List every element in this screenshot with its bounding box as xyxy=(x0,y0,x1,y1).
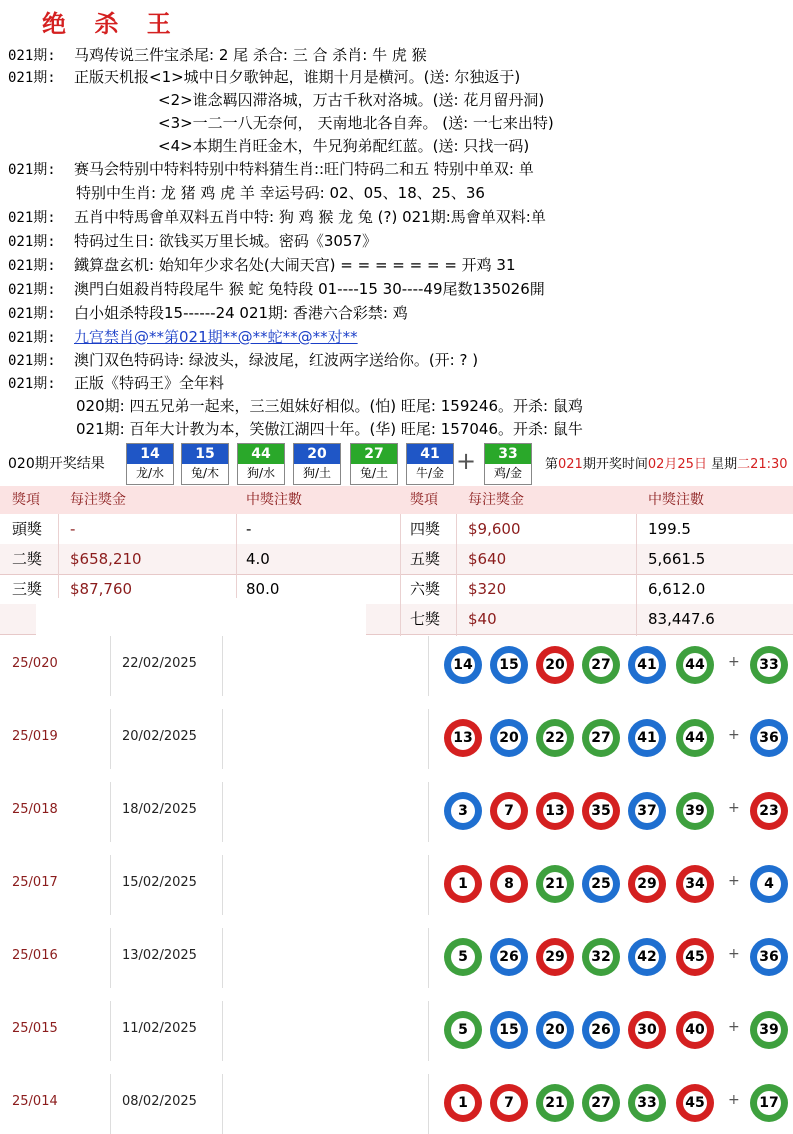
history-ball xyxy=(676,792,714,830)
line-text: 五肖中特馬會单双料五肖中特: 狗 鸡 猴 龙 兔 (?) 021期:馬會单双料:单 xyxy=(74,208,546,226)
history-ball-number: 41 xyxy=(635,726,659,750)
prediction-line xyxy=(8,326,358,348)
history-plus-sign: + xyxy=(728,1019,740,1035)
history-ball xyxy=(444,1011,482,1049)
history-ball xyxy=(676,865,714,903)
next-draw-info xyxy=(545,453,788,472)
line-text: 特码过生日: 欲钱买万里长城。密码《3057》 xyxy=(74,232,377,250)
history-ball xyxy=(582,1084,620,1122)
history-column-divider xyxy=(110,1001,111,1061)
history-row xyxy=(0,928,793,988)
history-ball xyxy=(628,1084,666,1122)
page-title: 绝 杀 王 xyxy=(42,9,181,38)
history-issue: 25/018 xyxy=(12,802,58,817)
next-draw-time: 21:30 xyxy=(750,457,788,472)
prize-column-divider xyxy=(400,514,401,636)
history-row xyxy=(0,1001,793,1061)
history-ball-number: 20 xyxy=(497,726,521,750)
history-date: 08/02/2025 xyxy=(122,1094,197,1109)
history-ball xyxy=(490,646,528,684)
prediction-line xyxy=(8,158,534,180)
prize-tier: 六獎 xyxy=(410,580,441,598)
prize-column-header: 中獎注數 xyxy=(648,492,704,508)
history-ball xyxy=(628,719,666,757)
prize-column-divider xyxy=(636,514,637,636)
draw-ball-card xyxy=(181,443,229,485)
draw-ball-card xyxy=(237,443,285,485)
line-text: 正版天机报<1>城中日夕歌钟起，谁期十月是横河。(送: 尔独返于) xyxy=(74,68,521,86)
draw-ball-number: 14 xyxy=(127,444,173,464)
history-ball xyxy=(536,719,574,757)
line-issue-label: 021期: xyxy=(8,48,56,64)
history-ball xyxy=(490,719,528,757)
line-text: 鐵算盘玄机: 始知年少求名处(大闹天宫) = = = = = = = 开鸡 31 xyxy=(74,256,516,274)
next-draw-weekday: 二 xyxy=(737,457,751,472)
prize-tier: 二獎 xyxy=(12,550,43,568)
history-column-divider xyxy=(428,782,429,842)
history-column-divider xyxy=(222,855,223,915)
next-draw-date: 02月25日 xyxy=(647,457,707,472)
history-ball xyxy=(490,938,528,976)
history-special-ball xyxy=(750,792,788,830)
history-ball xyxy=(582,646,620,684)
history-column-divider xyxy=(428,1001,429,1061)
history-ball xyxy=(444,792,482,830)
prize-winners: 4.0 xyxy=(246,550,270,568)
prediction-line xyxy=(8,66,520,88)
prize-column-divider xyxy=(456,514,457,636)
draw-result-label: 020期开奖结果 xyxy=(8,456,105,472)
history-ball-number: 27 xyxy=(589,653,613,677)
line-text: 特别中生肖: 龙 猪 鸡 虎 羊 幸运号码: 02、05、18、25、36 xyxy=(76,184,485,202)
history-special-number: 39 xyxy=(757,1018,781,1042)
prize-winners: 80.0 xyxy=(246,580,280,598)
line-issue-label: 021期: xyxy=(8,306,56,322)
history-ball-number: 44 xyxy=(683,726,707,750)
history-column-divider xyxy=(428,709,429,769)
draw-ball-card xyxy=(293,443,341,485)
line-text: <3>一二一八无奈何， 天南地北各自奔。 (送: 一七来出特) xyxy=(158,114,554,132)
history-column-divider xyxy=(110,636,111,696)
history-column-divider xyxy=(428,1074,429,1134)
line-text: <4>本期生肖旺金木，牛兄狗弟配红蓝。(送: 只找一码) xyxy=(158,137,530,155)
next-draw-issue: 021 xyxy=(558,457,583,472)
history-ball-number: 1 xyxy=(451,872,475,896)
line-text: 赛马会特别中特料特别中特料猜生肖::旺门特码二和五 特别中单双: 单 xyxy=(74,160,534,178)
line-text: 澳门双色特码诗: 绿波头，绿波尾，红波两字送给你。(开: ? ) xyxy=(74,351,479,369)
history-special-number: 23 xyxy=(757,799,781,823)
prize-tier: 七獎 xyxy=(410,610,441,628)
history-column-divider xyxy=(222,928,223,988)
history-date: 22/02/2025 xyxy=(122,656,197,671)
prize-tier: 五獎 xyxy=(410,550,441,568)
history-issue: 25/020 xyxy=(12,656,58,671)
draw-ball-number: 15 xyxy=(182,444,228,464)
history-ball xyxy=(582,792,620,830)
prize-winners: 5,661.5 xyxy=(648,550,706,568)
special-ball-zodiac: 鸡/金 xyxy=(493,466,523,480)
history-ball xyxy=(536,1011,574,1049)
prediction-line xyxy=(8,254,516,276)
history-date: 13/02/2025 xyxy=(122,948,197,963)
history-ball xyxy=(490,792,528,830)
special-ball-card xyxy=(484,443,532,485)
history-column-divider xyxy=(222,782,223,842)
special-ball-number: 33 xyxy=(485,444,531,464)
history-ball-number: 14 xyxy=(451,653,475,677)
history-special-ball xyxy=(750,865,788,903)
history-special-ball xyxy=(750,1011,788,1049)
line-issue-label: 021期: xyxy=(8,70,56,86)
history-ball-number: 13 xyxy=(543,799,567,823)
history-special-ball xyxy=(750,1084,788,1122)
draw-ball-zodiac: 牛/金 xyxy=(415,466,445,480)
history-column-divider xyxy=(428,636,429,696)
history-ball xyxy=(628,865,666,903)
prize-amount: $320 xyxy=(468,580,507,598)
history-ball-number: 35 xyxy=(589,799,613,823)
draw-ball-zodiac: 兔/木 xyxy=(190,466,220,480)
history-column-divider xyxy=(428,928,429,988)
history-ball-number: 26 xyxy=(589,1018,613,1042)
prize-amount: $640 xyxy=(468,550,507,568)
history-ball xyxy=(582,1011,620,1049)
history-column-divider xyxy=(110,709,111,769)
line-text: 澳門白姐殺肖特段尾牛 猴 蛇 兔特段 01----15 30----49尾数135026開 xyxy=(74,280,545,298)
prediction-line xyxy=(8,349,478,371)
history-ball xyxy=(490,865,528,903)
history-row xyxy=(0,1074,793,1134)
history-issue: 25/016 xyxy=(12,948,58,963)
history-ball-number: 21 xyxy=(543,1091,567,1115)
draw-result-bar xyxy=(0,441,793,485)
history-plus-sign: + xyxy=(728,873,740,889)
history-ball-number: 21 xyxy=(543,872,567,896)
draw-ball-card xyxy=(350,443,398,485)
history-ball-number: 25 xyxy=(589,872,613,896)
prize-amount: $658,210 xyxy=(70,550,142,568)
history-ball-number: 13 xyxy=(451,726,475,750)
next-draw-prefix: 第 xyxy=(545,457,559,472)
history-column-divider xyxy=(222,709,223,769)
history-ball xyxy=(628,1011,666,1049)
history-ball xyxy=(444,646,482,684)
line-text: 白小姐杀特段15------24 021期: 香港六合彩禁: 鸡 xyxy=(74,304,408,322)
line-text: <2>谁念羁囚滞洛城，万古千秋对洛城。(送: 花月留丹洞) xyxy=(158,91,545,109)
history-special-number: 17 xyxy=(757,1091,781,1115)
history-ball-number: 39 xyxy=(683,799,707,823)
draw-ball-number: 27 xyxy=(351,444,397,464)
prize-column-header: 每注獎金 xyxy=(468,492,524,508)
history-plus-sign: + xyxy=(728,727,740,743)
prize-tier: 三獎 xyxy=(12,580,43,598)
history-row xyxy=(0,636,793,696)
history-ball-number: 5 xyxy=(451,945,475,969)
draw-ball-zodiac: 兔/土 xyxy=(359,466,389,480)
history-ball xyxy=(676,938,714,976)
draw-ball-zodiac: 狗/水 xyxy=(246,466,276,480)
history-ball xyxy=(676,646,714,684)
history-column-divider xyxy=(222,636,223,696)
history-ball xyxy=(536,646,574,684)
history-ball xyxy=(628,646,666,684)
prize-column-header: 獎項 xyxy=(410,492,438,508)
draw-ball-number: 44 xyxy=(238,444,284,464)
prize-column-header: 獎項 xyxy=(12,492,40,508)
history-ball-number: 8 xyxy=(497,872,521,896)
prize-amount: $9,600 xyxy=(468,520,521,538)
line-issue-label: 021期: xyxy=(8,234,56,250)
history-ball-number: 45 xyxy=(683,945,707,969)
next-draw-weekday-label: 星期 xyxy=(706,457,738,472)
line-text: 正版《特码王》全年料 xyxy=(74,374,225,392)
history-ball-number: 20 xyxy=(543,653,567,677)
history-plus-sign: + xyxy=(728,800,740,816)
history-date: 15/02/2025 xyxy=(122,875,197,890)
history-ball-number: 33 xyxy=(635,1091,659,1115)
history-ball xyxy=(444,865,482,903)
history-ball-number: 27 xyxy=(589,1091,613,1115)
history-ball xyxy=(582,719,620,757)
history-ball xyxy=(536,938,574,976)
history-ball-number: 27 xyxy=(589,726,613,750)
prize-winners: 6,612.0 xyxy=(648,580,706,598)
history-special-number: 36 xyxy=(757,726,781,750)
prize-tier: 頭獎 xyxy=(12,520,43,538)
history-ball xyxy=(444,938,482,976)
prize-amount: $87,760 xyxy=(70,580,133,598)
history-ball xyxy=(536,1084,574,1122)
history-special-number: 36 xyxy=(757,945,781,969)
history-ball xyxy=(490,1084,528,1122)
history-plus-sign: + xyxy=(728,654,740,670)
history-column-divider xyxy=(110,1074,111,1134)
prize-tier: 四獎 xyxy=(410,520,441,538)
prediction-line xyxy=(76,418,583,440)
history-ball xyxy=(628,938,666,976)
history-ball-number: 26 xyxy=(497,945,521,969)
prize-amount: - xyxy=(70,520,76,538)
history-ball xyxy=(676,1011,714,1049)
line-issue-label: 021期: xyxy=(8,353,56,369)
history-ball-number: 15 xyxy=(497,1018,521,1042)
history-ball-number: 32 xyxy=(589,945,613,969)
prediction-line xyxy=(158,135,529,157)
draw-plus-sign: + xyxy=(456,447,477,475)
prize-winners: - xyxy=(246,520,252,538)
history-special-ball xyxy=(750,646,788,684)
history-column-divider xyxy=(222,1074,223,1134)
line-issue-label: 021期: xyxy=(8,376,56,392)
history-ball xyxy=(536,792,574,830)
history-ball-number: 45 xyxy=(683,1091,707,1115)
history-ball xyxy=(490,1011,528,1049)
line-text: 021期: 百年大计教为本，笑傲江湖四十年。(华) 旺尾: 157046。开杀: 鼠牛 xyxy=(76,420,583,438)
draw-ball-number: 20 xyxy=(294,444,340,464)
line-text: 020期: 四五兄弟一起来，三三姐妹好相似。(怕) 旺尾: 159246。开杀: 鼠鸡 xyxy=(76,397,583,415)
history-special-ball xyxy=(750,719,788,757)
history-ball xyxy=(676,719,714,757)
prediction-line xyxy=(8,230,377,252)
history-ball-number: 22 xyxy=(543,726,567,750)
line-issue-label: 021期: xyxy=(8,210,56,226)
prediction-line xyxy=(8,372,224,394)
history-ball-number: 29 xyxy=(543,945,567,969)
prize-column-header: 每注獎金 xyxy=(70,492,126,508)
line-issue-label: 021期: xyxy=(8,258,56,274)
prediction-line xyxy=(8,44,427,66)
history-column-divider xyxy=(428,855,429,915)
prize-winners: 83,447.6 xyxy=(648,610,715,628)
history-row xyxy=(0,855,793,915)
history-ball-number: 42 xyxy=(635,945,659,969)
history-row xyxy=(0,782,793,842)
history-ball-number: 20 xyxy=(543,1018,567,1042)
history-ball-number: 29 xyxy=(635,872,659,896)
history-ball-number: 5 xyxy=(451,1018,475,1042)
history-ball xyxy=(582,865,620,903)
history-ball xyxy=(628,792,666,830)
history-ball-number: 44 xyxy=(683,653,707,677)
history-ball-number: 34 xyxy=(683,872,707,896)
history-column-divider xyxy=(110,855,111,915)
line-issue-label: 021期: xyxy=(8,162,56,178)
history-issue: 25/014 xyxy=(12,1094,58,1109)
history-date: 18/02/2025 xyxy=(122,802,197,817)
history-ball xyxy=(444,1084,482,1122)
prediction-line xyxy=(76,395,583,417)
history-ball-number: 30 xyxy=(635,1018,659,1042)
history-plus-sign: + xyxy=(728,946,740,962)
history-ball-number: 7 xyxy=(497,799,521,823)
history-ball-number: 7 xyxy=(497,1091,521,1115)
draw-ball-zodiac: 狗/土 xyxy=(302,466,332,480)
history-ball xyxy=(536,865,574,903)
history-ball-number: 1 xyxy=(451,1091,475,1115)
prediction-line xyxy=(8,302,408,324)
history-date: 20/02/2025 xyxy=(122,729,197,744)
next-draw-time-label: 期开奖时间 xyxy=(582,457,648,472)
history-ball xyxy=(582,938,620,976)
history-column-divider xyxy=(222,1001,223,1061)
draw-ball-card xyxy=(406,443,454,485)
history-special-number: 33 xyxy=(757,653,781,677)
line-issue-label: 021期: xyxy=(8,330,56,346)
history-ball-number: 3 xyxy=(451,799,475,823)
history-special-number: 4 xyxy=(757,872,781,896)
history-plus-sign: + xyxy=(728,1092,740,1108)
white-overlay-block xyxy=(36,598,366,638)
history-row xyxy=(0,709,793,769)
history-ball xyxy=(444,719,482,757)
history-column-divider xyxy=(110,928,111,988)
history-issue: 25/015 xyxy=(12,1021,58,1036)
draw-ball-card xyxy=(126,443,174,485)
line-text: 马鸡传说三件宝杀尾: 2 尾 杀合: 三 合 杀肖: 牛 虎 猴 xyxy=(74,46,427,64)
draw-ball-zodiac: 龙/水 xyxy=(135,466,165,480)
prize-amount: $40 xyxy=(468,610,497,628)
prediction-line xyxy=(8,206,546,228)
history-ball-number: 41 xyxy=(635,653,659,677)
prediction-line xyxy=(158,89,544,111)
history-issue: 25/017 xyxy=(12,875,58,890)
prize-column-header: 中獎注數 xyxy=(246,492,302,508)
history-date: 11/02/2025 xyxy=(122,1021,197,1036)
history-ball-number: 40 xyxy=(683,1018,707,1042)
prediction-line xyxy=(8,278,545,300)
nine-palace-link[interactable]: 九宫禁肖@**第021期**@**蛇**@**对** xyxy=(74,328,358,346)
history-ball-number: 37 xyxy=(635,799,659,823)
draw-ball-number: 41 xyxy=(407,444,453,464)
prediction-line xyxy=(76,182,485,204)
history-column-divider xyxy=(110,782,111,842)
line-issue-label: 021期: xyxy=(8,282,56,298)
prediction-line xyxy=(158,112,554,134)
history-ball xyxy=(676,1084,714,1122)
history-ball-number: 15 xyxy=(497,653,521,677)
history-special-ball xyxy=(750,938,788,976)
prize-winners: 199.5 xyxy=(648,520,691,538)
history-issue: 25/019 xyxy=(12,729,58,744)
